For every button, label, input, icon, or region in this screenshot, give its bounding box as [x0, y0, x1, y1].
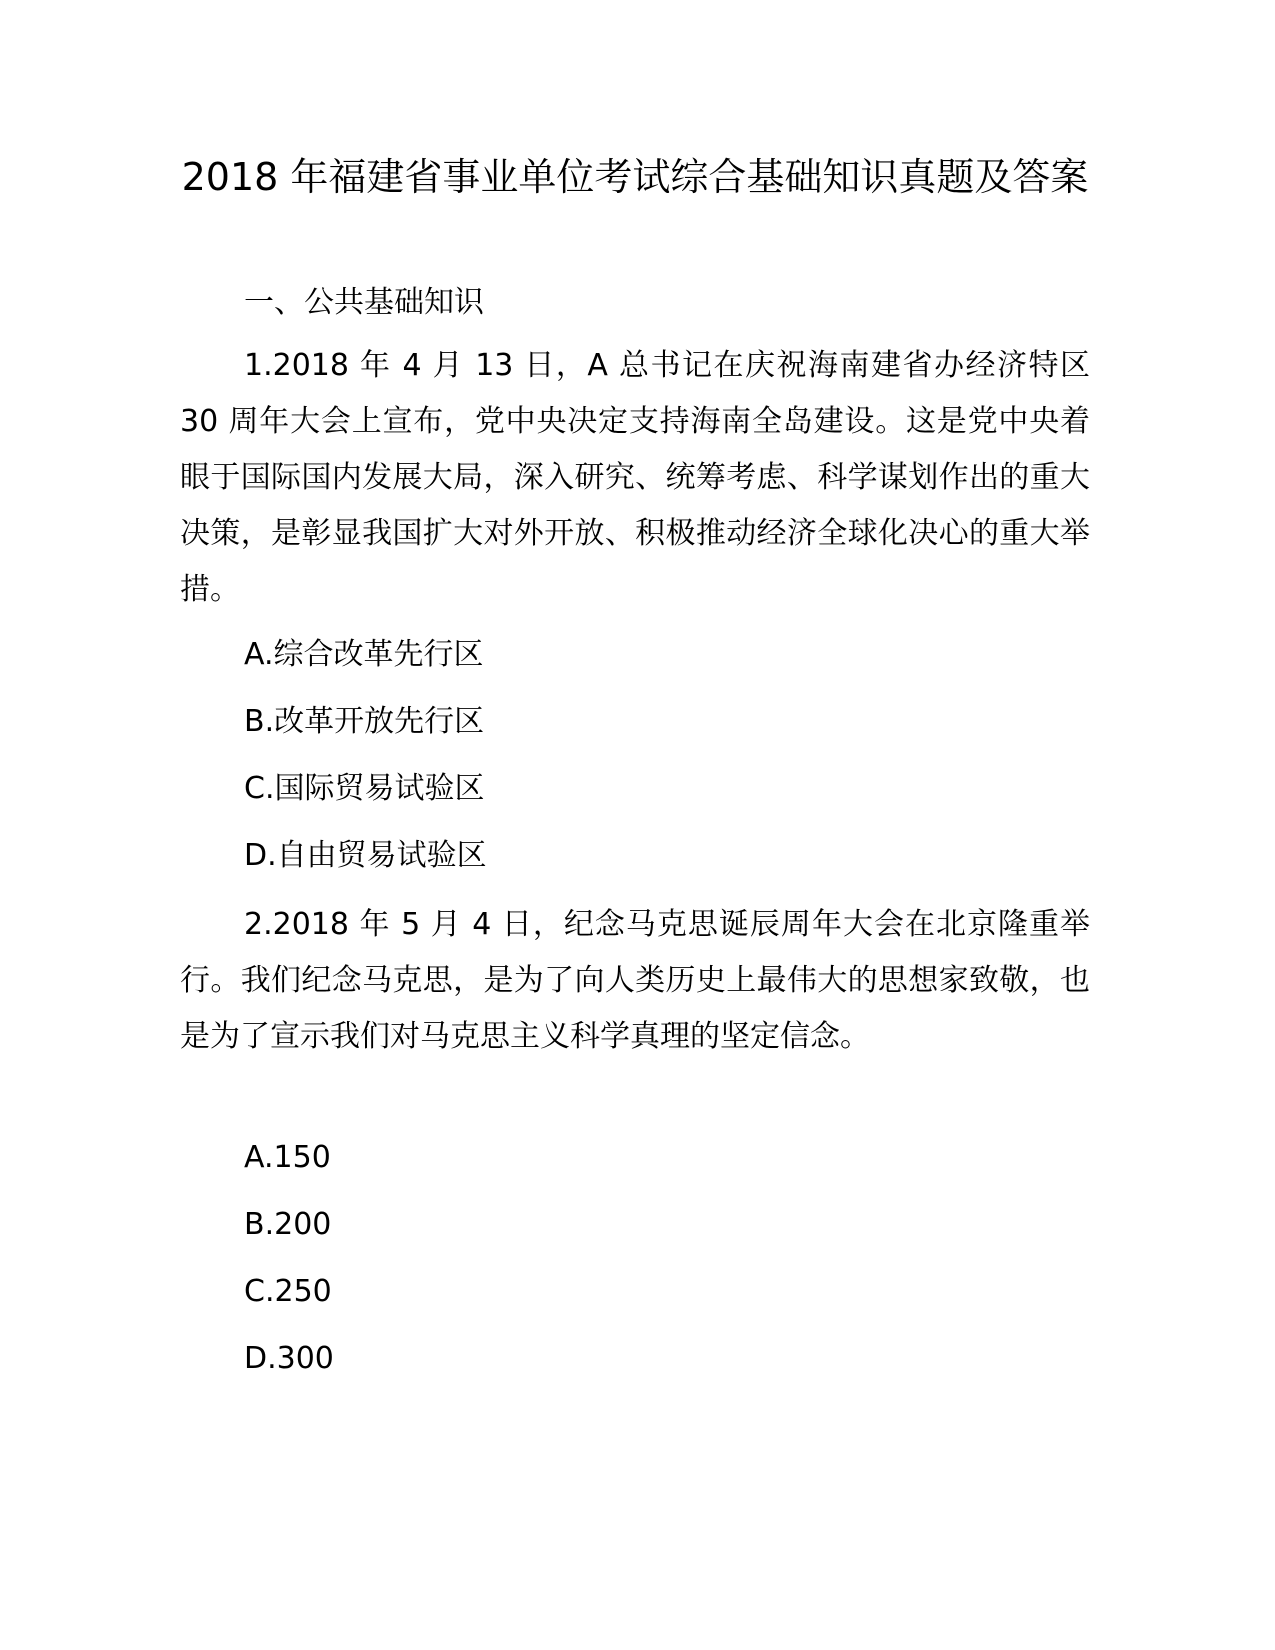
- question-2-option-d: D.300: [244, 1341, 334, 1376]
- question-2-stem: 2.2018 年 5 月 4 日，纪念马克思诞辰周年大会在北京隆重举行。我们纪念马克思，是为了向人类历史上最伟大的思想家致敬，也是为了宣示我们对马克思主义科学真理的坚定信念。: [180, 907, 1090, 1054]
- question-2-option-b: B.200: [244, 1207, 332, 1242]
- question-1-option-d: D.自由贸易试验区: [244, 838, 487, 873]
- question-2-option-a: A.150: [244, 1140, 331, 1175]
- question-2-option-c: C.250: [244, 1274, 332, 1309]
- section-heading: 一、公共基础知识: [244, 285, 484, 320]
- question-1-stem: 1.2018 年 4 月 13 日，A 总书记在庆祝海南建省办经济特区 30 周年大会上宣布，党中央决定支持海南全岛建设。这是党中央着眼于国际国内发展大局，深入研究、统筹考虑、科学谋划作出的重大决策，是彰显我国扩大对外开放、积极推动经济全球化决心的重大举措。: [180, 348, 1090, 607]
- question-1-option-a: A.综合改革先行区: [244, 637, 484, 672]
- document-title: 2018 年福建省事业单位考试综合基础知识真题及答案: [181, 155, 1089, 199]
- question-1-option-c: C.国际贸易试验区: [244, 771, 485, 806]
- question-1-option-b: B.改革开放先行区: [244, 704, 485, 739]
